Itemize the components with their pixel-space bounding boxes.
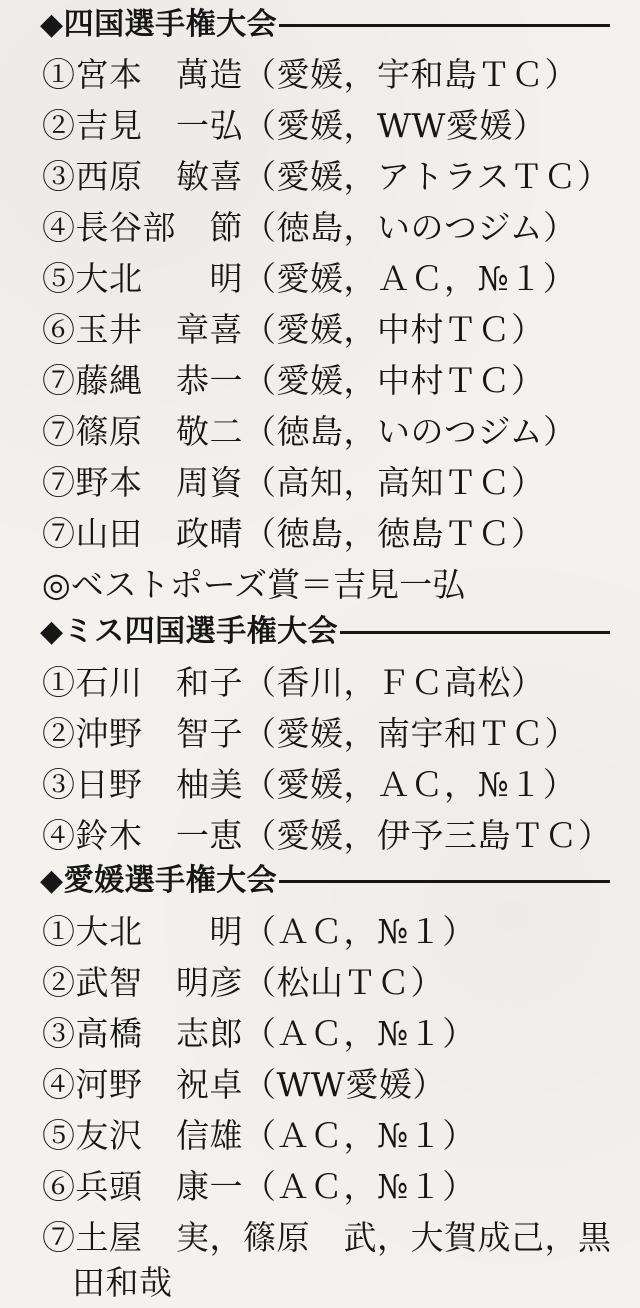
result-entry: ⑦藤縄 恭一（愛媛，中村ＴＣ） xyxy=(42,361,545,400)
result-entry-continuation: 田和哉 xyxy=(72,1263,173,1302)
section-title: ◆愛媛選手権大会 xyxy=(40,863,278,898)
result-entry: ②武智 明彦（松山ＴＣ） xyxy=(42,963,444,1002)
result-entry: ①宮本 萬造（愛媛，宇和島ＴＣ） xyxy=(42,55,578,94)
result-entry: ③日野 柚美（愛媛，ＡＣ，№１） xyxy=(42,765,577,804)
section-title: ◆四国選手権大会 xyxy=(40,7,278,42)
result-entry: ⑥玉井 章喜（愛媛，中村ＴＣ） xyxy=(42,310,545,349)
best-pose-award: ◎ベストポーズ賞＝吉見一弘 xyxy=(42,565,466,604)
heading-rule xyxy=(279,24,610,27)
result-entry: ⑤友沢 信雄（ＡＣ，№１） xyxy=(42,1116,476,1155)
result-entry: ④河野 祝卓（WW愛媛） xyxy=(42,1065,446,1104)
result-entry: ①大北 明（ＡＣ，№１） xyxy=(42,912,476,951)
result-entry: ④長谷部 節（徳島，いのつジム） xyxy=(42,208,577,247)
result-entry: ⑦土屋 実，篠原 武，大賀成己，黒 xyxy=(42,1218,612,1257)
section-title: ◆ミス四国選手権大会 xyxy=(40,614,339,649)
heading-rule xyxy=(340,631,610,634)
result-entry: ⑦山田 政晴（徳島，徳島ＴＣ） xyxy=(42,514,545,553)
result-entry: ②吉見 一弘（愛媛，WW愛媛） xyxy=(42,106,547,145)
result-entry: ⑦野本 周資（高知，高知ＴＣ） xyxy=(42,463,545,502)
result-entry: ①石川 和子（香川，ＦＣ高松） xyxy=(42,663,545,702)
result-entry: ⑦篠原 敬二（徳島，いのつジム） xyxy=(42,412,577,451)
result-entry: ③高橋 志郎（ＡＣ，№１） xyxy=(42,1014,476,1053)
section-heading-ehime xyxy=(40,856,610,906)
section-heading-miss-shikoku xyxy=(40,607,610,657)
result-entry: ④鈴木 一恵（愛媛，伊予三島ＴＣ） xyxy=(42,816,612,855)
result-entry: ③西原 敏喜（愛媛，アトラスＴＣ） xyxy=(42,157,611,196)
result-entry: ⑥兵頭 康一（ＡＣ，№１） xyxy=(42,1167,476,1206)
result-entry: ②沖野 智子（愛媛，南宇和ＴＣ） xyxy=(42,714,578,753)
heading-rule xyxy=(279,880,610,883)
section-heading-shikoku xyxy=(40,0,610,50)
result-entry: ⑤大北 明（愛媛，ＡＣ，№１） xyxy=(42,259,577,298)
